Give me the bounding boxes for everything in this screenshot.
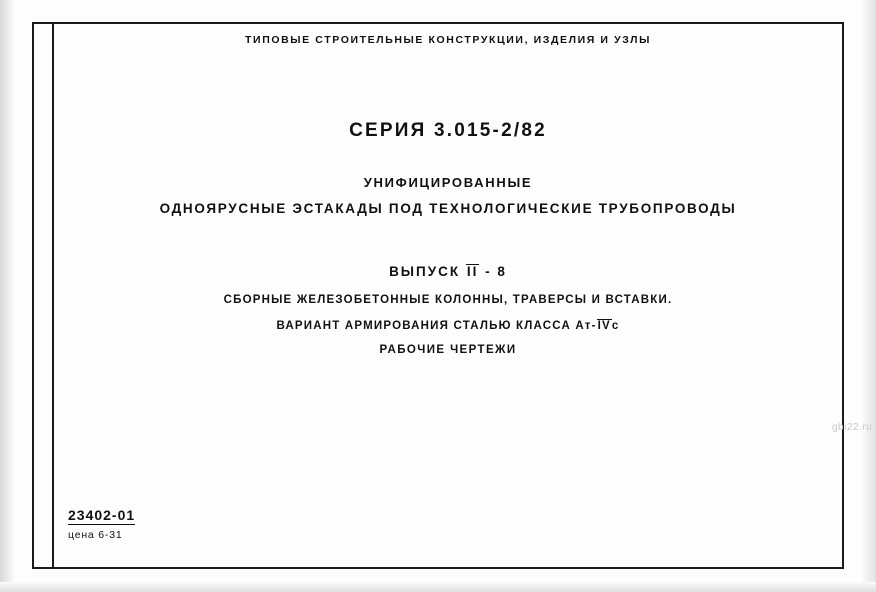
- page-content: [52, 22, 873, 569]
- issue-line: [52, 264, 844, 279]
- scan-edge-bottom: [0, 582, 876, 592]
- subtitle-line3: РАБОЧИЕ ЧЕРТЕЖИ: [379, 344, 517, 356]
- scan-edge-right: [862, 0, 876, 592]
- subtitle-line1: СБОРНЫЕ ЖЕЛЕЗОБЕТОННЫЕ КОЛОННЫ, ТРАВЕРСЫ И ВСТАВКИ.: [223, 294, 673, 306]
- steel-class-prefix: ВАРИАНТ АРМИРОВАНИЯ СТАЛЬЮ КЛАССА Ат-: [276, 320, 597, 332]
- document-header: ТИПОВЫЕ СТРОИТЕЛЬНЫЕ КОНСТРУКЦИИ, ИЗДЕЛИЯ И УЗЛЫ: [245, 34, 651, 46]
- issue-roman-numeral: II: [466, 264, 479, 279]
- issue-label: ВЫПУСК: [389, 264, 461, 279]
- stamp-block: [68, 507, 135, 541]
- issue-number: - 8: [485, 264, 507, 279]
- stamp-code: 23402-01: [68, 507, 136, 523]
- stamp-price: цена 6-31: [68, 529, 123, 541]
- steel-class-roman-numeral: IV: [597, 320, 611, 332]
- steel-class-suffix: с: [611, 320, 620, 332]
- scan-edge-left: [0, 0, 14, 592]
- page-title-line2: ОДНОЯРУСНЫЕ ЭСТАКАДЫ ПОД ТЕХНОЛОГИЧЕСКИЕ ТРУБОПРОВОДЫ: [159, 201, 737, 216]
- watermark-text: gbi22.ru: [832, 422, 873, 433]
- series-number: СЕРИЯ 3.015-2/82: [349, 120, 547, 141]
- page-title-line1: УНИФИЦИРОВАННЫЕ: [363, 175, 533, 190]
- subtitle-line2: [52, 319, 844, 332]
